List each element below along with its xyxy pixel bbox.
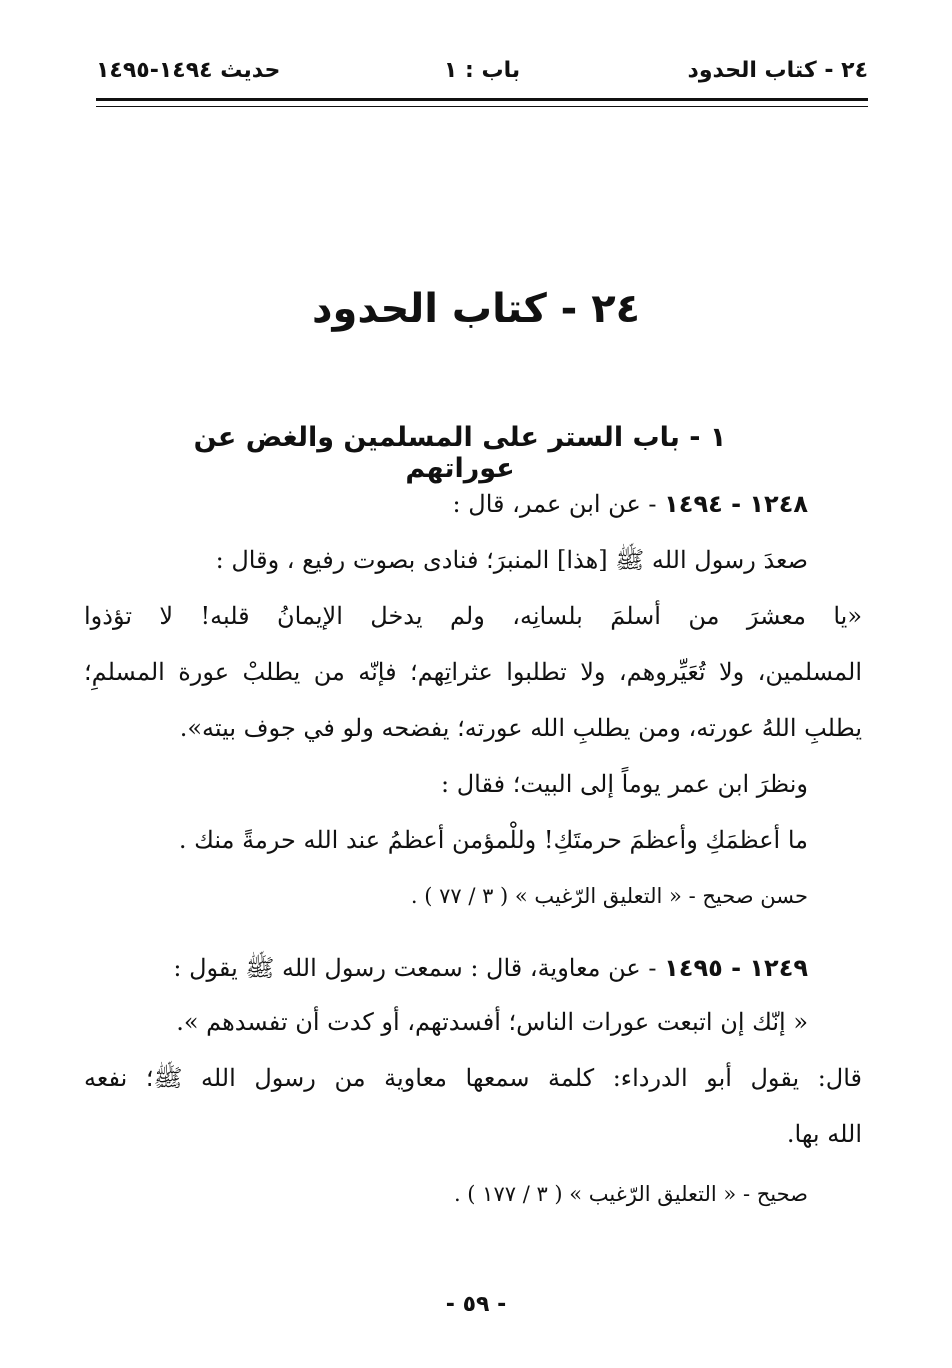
header-book-title: ٢٤ - كتاب الحدود — [687, 58, 868, 83]
hadith-2-intro: - عن معاوية، قال : سمعت رسول الله ﷺ يقول : — [173, 954, 657, 982]
header-rule-thin — [96, 106, 868, 107]
hadith-2-line: « إنّك إن اتبعت عورات الناس؛ أفسدتهم، أو كدت أن تفسدهم ». — [176, 1008, 808, 1036]
hadith-1-line: ما أعظمَكِ وأعظمَ حرمتَكِ! وللْمؤمن أعظمُ عند الله حرمةً منك . — [178, 826, 808, 854]
hadith-2-line: الله بها. — [786, 1120, 862, 1148]
chapter-title: ١ - باب الستر على المسلمين والغض عن عوراتهم — [193, 422, 727, 484]
hadith-1-line: يطلبِ اللهُ عورته، ومن يطلبِ الله عورته؛ يفضحه ولو في جوف بيته». — [179, 714, 862, 742]
hadith-2-number: ١٢٤٩ - ١٤٩٥ — [664, 954, 808, 982]
hadith-2-grade: صحيح - « التعليق الرّغيب » ( ٣ / ١٧٧ ) . — [453, 1182, 808, 1206]
book-title: ٢٤ - كتاب الحدود — [311, 286, 641, 332]
header-chapter: باب : ١ — [443, 58, 521, 83]
page-number: - ٥٩ - — [445, 1292, 507, 1317]
running-header — [96, 58, 868, 94]
hadith-1-heading — [453, 486, 808, 522]
hadith-1-intro: - عن ابن عمر، قال : — [452, 490, 657, 518]
hadith-1-line: صعدَ رسول الله ﷺ [هذا] المنبرَ؛ فنادى بصوت رفيع ، وقال : — [215, 546, 808, 574]
hadith-1-line: «يا معشرَ من أسلمَ بلسانِه، ولم يدخل الإيمانُ قلبه! لا تؤذوا — [84, 602, 862, 630]
header-rule-thick — [96, 98, 868, 101]
hadith-2-line: قال: يقول أبو الدرداء: كلمة سمعها معاوية من رسول الله ﷺ؛ نفعه — [84, 1064, 862, 1092]
hadith-1-grade: حسن صحيح - « التعليق الرّغيب » ( ٣ / ٧٧ ) . — [410, 884, 808, 908]
hadith-1-line: ونظرَ ابن عمر يوماً إلى البيت؛ فقال : — [441, 770, 808, 798]
hadith-1-number: ١٢٤٨ - ١٤٩٤ — [664, 490, 808, 518]
hadith-1-line: المسلمين، ولا تُعَيِّروهم، ولا تطلبوا عثراتِهم؛ فإنّه من يطلبْ عورة المسلمِ؛ — [84, 658, 862, 686]
header-hadith-range: حديث ١٤٩٤-١٤٩٥ — [96, 58, 281, 83]
hadith-2-heading — [173, 950, 808, 986]
